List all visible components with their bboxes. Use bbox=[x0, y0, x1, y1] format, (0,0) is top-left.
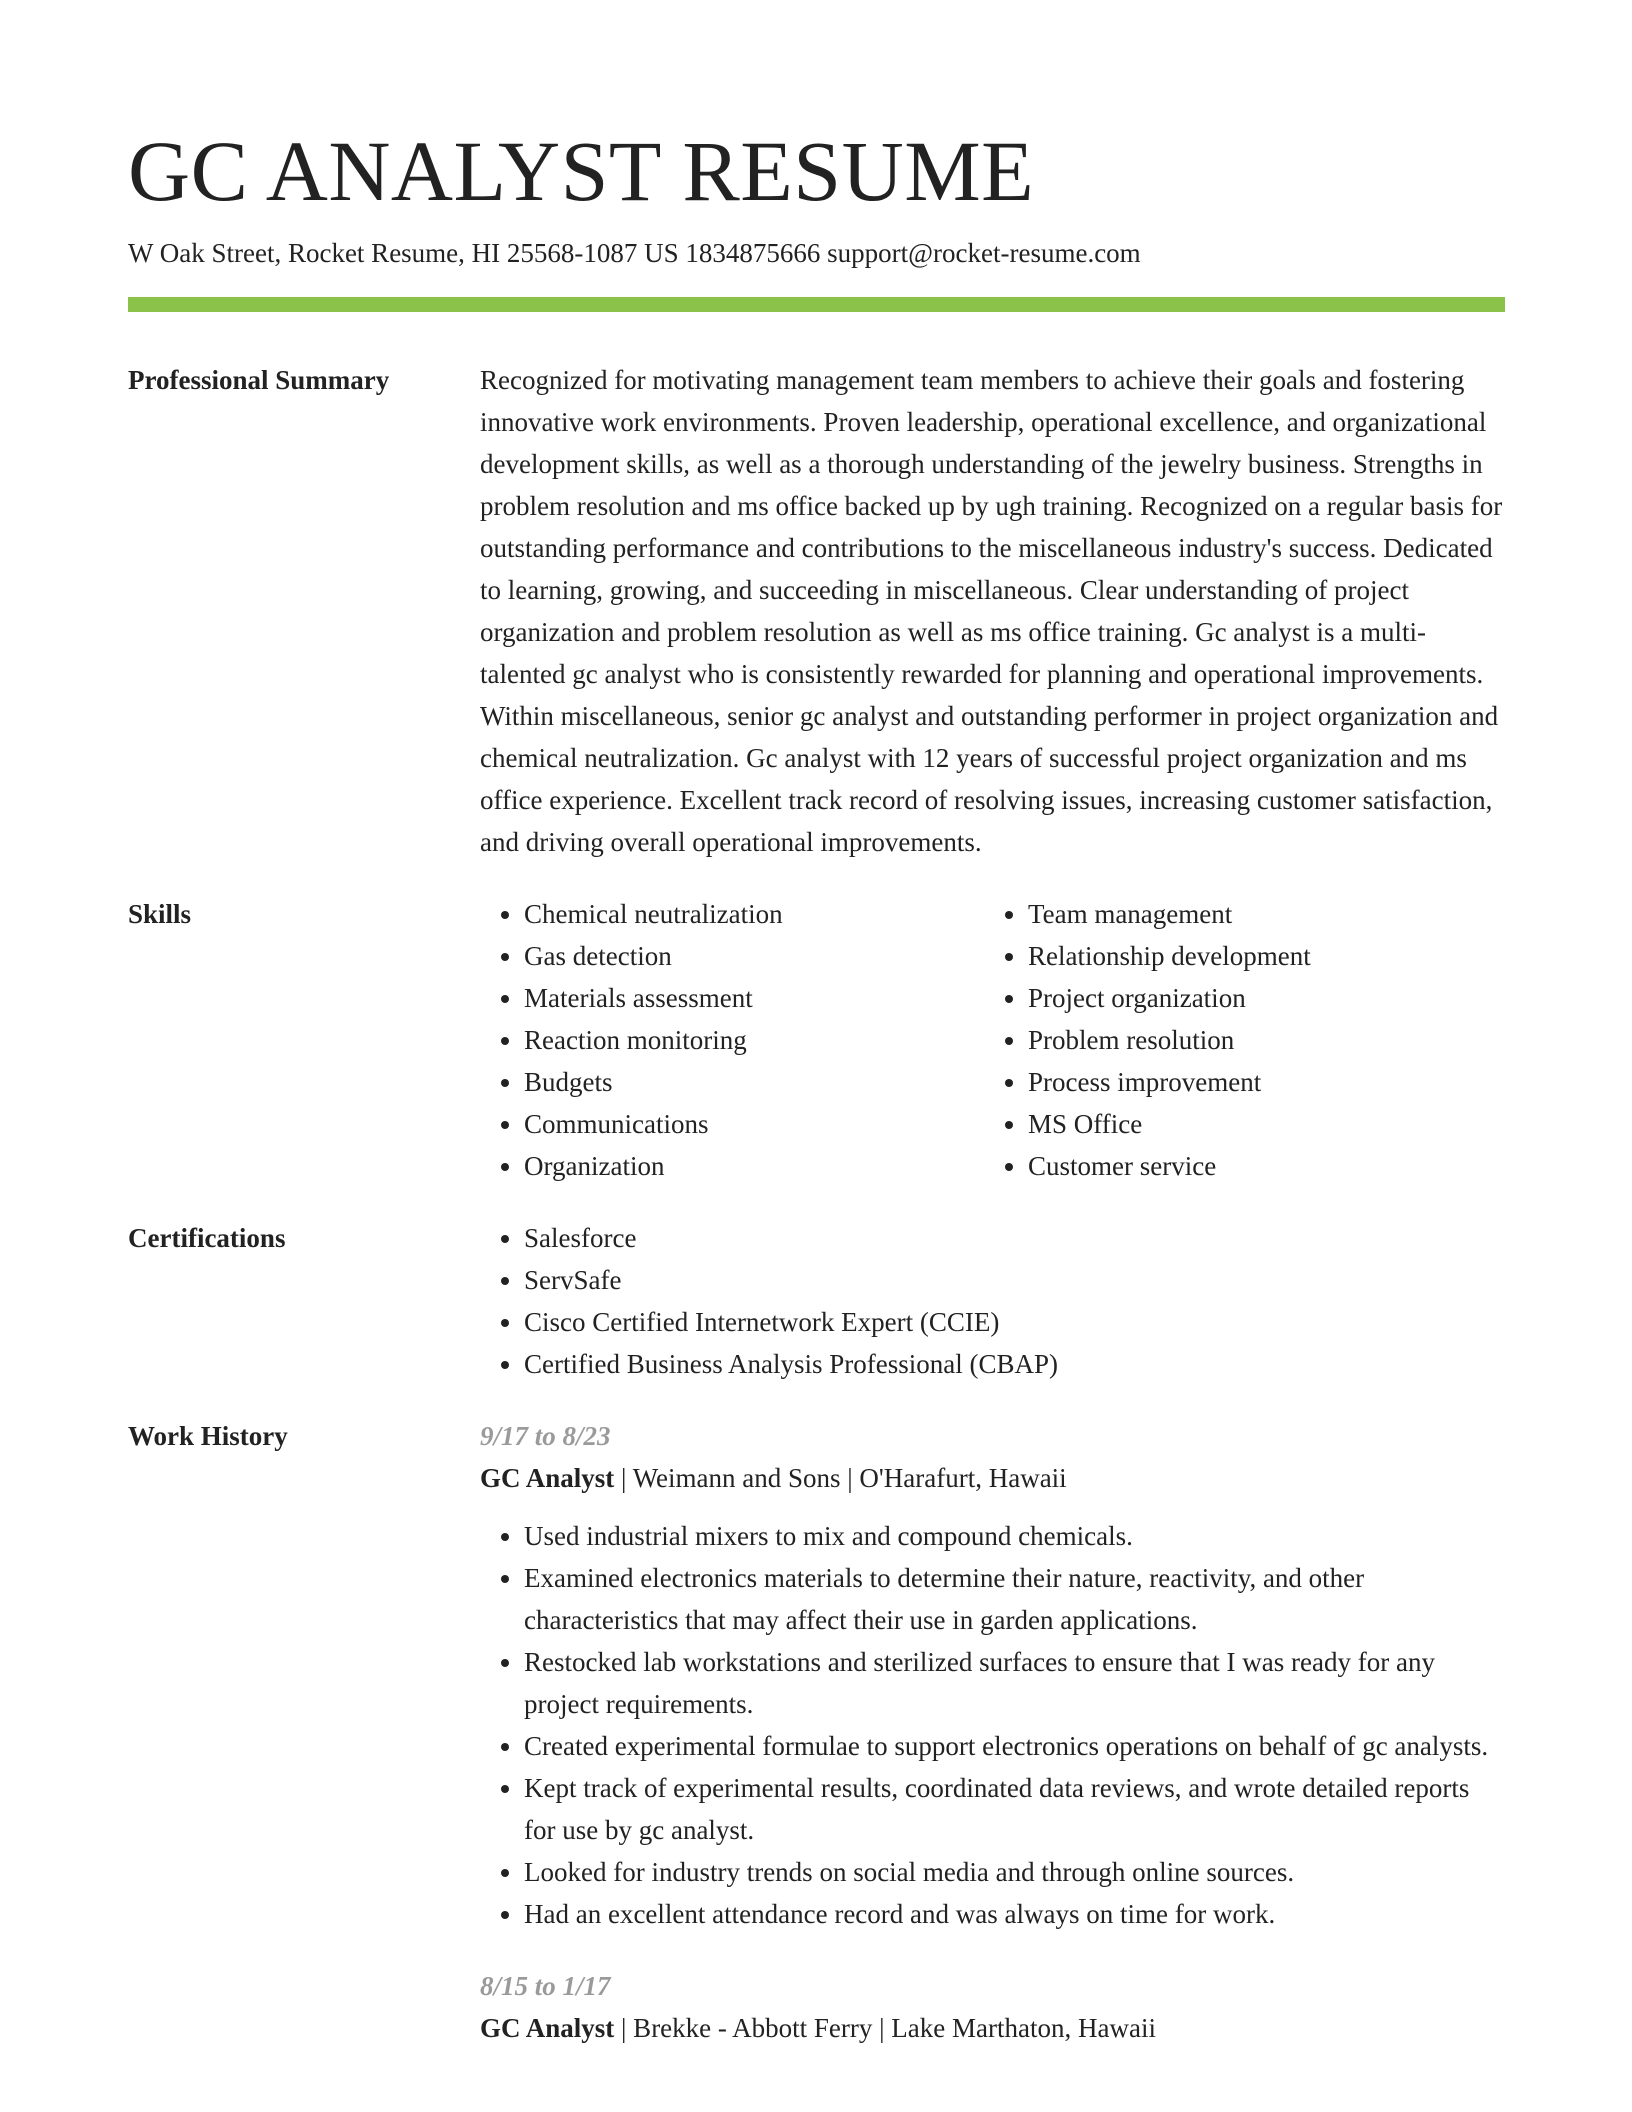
certifications-list bbox=[480, 1217, 1505, 1385]
job-bullet: • Examined electronics materials to determine their nature, reactivity, and other characteristics that may affect their use in garden applications. bbox=[524, 1557, 1505, 1641]
resume-title: GC ANALYST RESUME bbox=[128, 123, 1035, 219]
summary-text: Recognized for motivating management team members to achieve their goals and fostering innovative work environments. Proven leadership, operational excellence, and organizational development skills, as well as a thorough understanding of the jewelry business. Strengths in problem resolution and ms office backed up by ugh training. Recognized on a regular basis for outstanding performance and contributions to the miscellaneous industry's success. Dedicated to learning, growing, and succeeding in miscellaneous. Clear understanding of project organization and problem resolution as well as ms office training. Gc analyst is a multi-talented gc analyst who is consistently rewarded for planning and operational improvements. Within miscellaneous, senior gc analyst and outstanding performer in project organization and chemical neutralization. Gc analyst with 12 years of successful project organization and ms office experience. Excellent track record of resolving issues, increasing customer satisfaction, and driving overall operational improvements. bbox=[480, 365, 1503, 857]
skills-list-left bbox=[480, 893, 984, 1187]
job-heading bbox=[480, 1457, 1505, 1499]
skill-item: • Customer service bbox=[1028, 1145, 1488, 1187]
section-label-certifications: Certifications bbox=[128, 1223, 286, 1253]
work-history-section bbox=[128, 1415, 1505, 2065]
job-date: 8/15 to 1/17 bbox=[480, 1971, 611, 2001]
skill-item: • Budgets bbox=[524, 1061, 984, 1103]
job-employer-location: | Brekke - Abbott Ferry | Lake Marthaton, Hawaii bbox=[614, 2013, 1156, 2043]
summary-section bbox=[128, 359, 1505, 863]
skill-item: • Relationship development bbox=[1028, 935, 1488, 977]
certifications-body bbox=[480, 1217, 1505, 1385]
job-bullet: • Used industrial mixers to mix and compound chemicals. bbox=[524, 1515, 1505, 1557]
contact-line: W Oak Street, Rocket Resume, HI 25568-1087 US 1834875666 support@rocket-resume.com bbox=[128, 238, 1141, 268]
job-entry bbox=[480, 1965, 1505, 2049]
job-bullet: • Looked for industry trends on social media and through online sources. bbox=[524, 1851, 1505, 1893]
job-bullet: • Kept track of experimental results, coordinated data reviews, and wrote detailed reports for use by gc analyst. bbox=[524, 1767, 1505, 1851]
job-entry bbox=[480, 1415, 1505, 1935]
skill-item: • Reaction monitoring bbox=[524, 1019, 984, 1061]
skill-item: • Problem resolution bbox=[1028, 1019, 1488, 1061]
summary-body bbox=[480, 359, 1505, 863]
skills-column-right bbox=[984, 893, 1488, 1187]
header-divider bbox=[128, 297, 1505, 312]
job-bullet: • Had an excellent attendance record and was always on time for work. bbox=[524, 1893, 1505, 1935]
skills-body bbox=[480, 893, 1505, 1187]
job-bullets bbox=[480, 1515, 1505, 1935]
skill-item: • Organization bbox=[524, 1145, 984, 1187]
resume-page bbox=[128, 0, 1505, 2065]
job-title: GC Analyst bbox=[480, 1463, 615, 1493]
skill-item: • MS Office bbox=[1028, 1103, 1488, 1145]
skill-item: • Materials assessment bbox=[524, 977, 984, 1019]
skills-section bbox=[128, 893, 1505, 1187]
skills-list-right bbox=[984, 893, 1488, 1187]
skill-item: • Project organization bbox=[1028, 977, 1488, 1019]
skill-item: • Chemical neutralization bbox=[524, 893, 984, 935]
job-bullet: • Created experimental formulae to support electronics operations on behalf of gc analysts. bbox=[524, 1725, 1505, 1767]
certifications-section bbox=[128, 1217, 1505, 1385]
skill-item: • Team management bbox=[1028, 893, 1488, 935]
skill-item: • Process improvement bbox=[1028, 1061, 1488, 1103]
certification-item: • Salesforce bbox=[524, 1217, 1505, 1259]
certification-item: • Cisco Certified Internetwork Expert (CCIE) bbox=[524, 1301, 1505, 1343]
section-label-skills: Skills bbox=[128, 899, 192, 929]
job-heading bbox=[480, 2007, 1505, 2049]
section-label-summary: Professional Summary bbox=[128, 365, 390, 395]
job-date: 9/17 to 8/23 bbox=[480, 1421, 611, 1451]
resume-sections bbox=[128, 359, 1505, 2065]
skill-item: • Communications bbox=[524, 1103, 984, 1145]
work-history-body bbox=[480, 1415, 1505, 2065]
skill-item: • Gas detection bbox=[524, 935, 984, 977]
skills-column-left bbox=[480, 893, 984, 1187]
certification-item: • ServSafe bbox=[524, 1259, 1505, 1301]
section-label-work-history: Work History bbox=[128, 1421, 288, 1451]
certification-item: • Certified Business Analysis Professional (CBAP) bbox=[524, 1343, 1505, 1385]
job-employer-location: | Weimann and Sons | O'Harafurt, Hawaii bbox=[614, 1463, 1067, 1493]
job-bullet: • Restocked lab workstations and sterilized surfaces to ensure that I was ready for any project requirements. bbox=[524, 1641, 1505, 1725]
job-title: GC Analyst bbox=[480, 2013, 615, 2043]
